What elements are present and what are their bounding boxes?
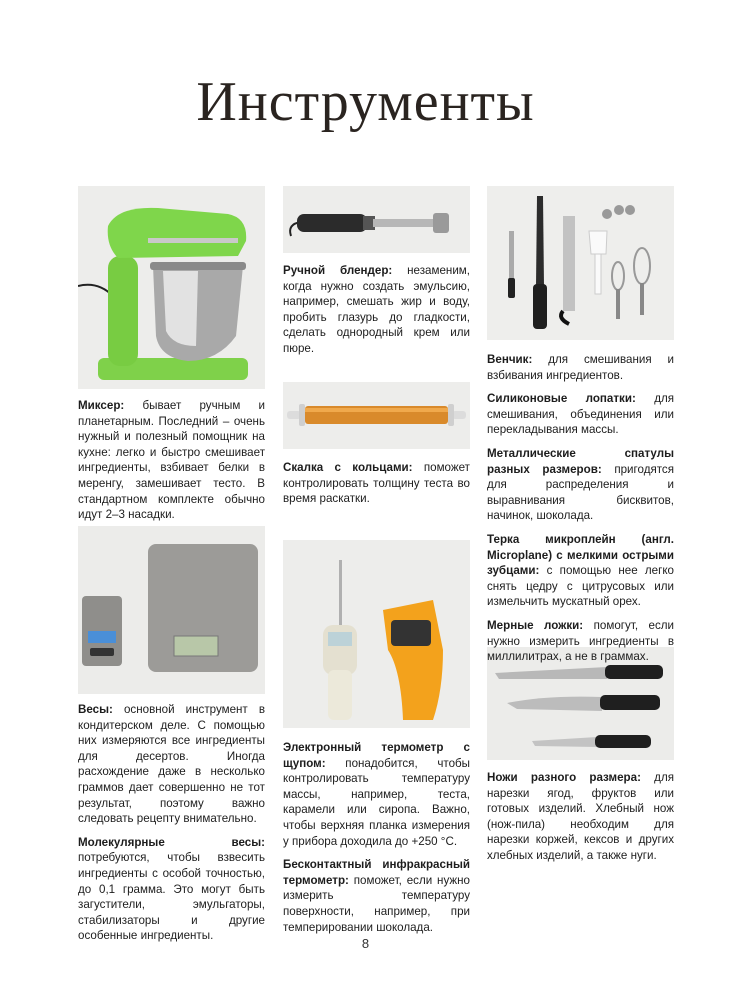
rolling-pin-text <box>283 460 470 515</box>
microplane-term: Терка микроплейн (англ. Microplane) с мелкими острыми зубцами: <box>487 532 674 578</box>
ir-thermo-term: Бесконтактный инфракрасный термометр: <box>283 858 470 887</box>
spoons-desc: помогут, если нужно измерить ингредиенты в миллилитрах, а не в граммах. <box>487 618 675 664</box>
probe-thermo-desc: понадобится, чтобы контролировать температуру массы, например, теста, карамели или сиропа. Важно, чтобы верхняя планка измерения у прибора доходила до +250 °С. <box>283 756 470 848</box>
blender-photo <box>283 186 470 253</box>
rolling-pin-photo <box>283 382 470 449</box>
knives-term: Ножи разного размера: <box>487 771 641 784</box>
scales-text <box>78 702 265 952</box>
rolling-pin-desc: поможет контролировать толщину теста во время раскатки. <box>283 461 470 506</box>
microplane-desc: с помощью нее легко снять цедру с цитрусовых или измельчить мускатный орех. <box>487 564 674 609</box>
whisk-desc: для смешивания и взбивания ингредиентов. <box>487 353 674 382</box>
ir-thermo-desc: поможет, если нужно измерить температуру поверхности, например, при темперировании шоколада. <box>283 873 470 934</box>
metal-spatulas-term: Металлические спатулы разных размеров: <box>487 446 674 476</box>
spatulas-term: Силиконовые лопатки: <box>487 392 636 406</box>
thermometers-photo <box>283 540 470 728</box>
thermo-text <box>283 740 470 943</box>
blender-desc: незаменим, когда нужно создать эмульсию, например, смешать жир и воду, пробить глазурь до гладкости, сделать однородный крем или пюре. <box>283 264 470 355</box>
scales-photo <box>78 526 265 694</box>
spoons-term: Мерные ложки: <box>487 618 584 632</box>
utensils-text <box>487 352 674 673</box>
whisk-term: Венчик: <box>487 353 533 366</box>
mixer-desc: бывает ручным и планетарным. Последний – очень нужный и полезный помощник на кухне: легко и быстро смешивает ингредиенты, взбивает белки в меренгу, замешивает тесто. В стандартном комплекте обычно идут 2–3 насадки. <box>78 399 265 522</box>
scales-term: Весы: <box>78 703 113 716</box>
mol-scales-term: Молекулярные весы: <box>78 835 265 849</box>
rolling-pin-term: Скалка с кольцами: <box>283 461 413 474</box>
spatulas-desc: для смешивания, объединения или перекладывания массы. <box>487 392 674 437</box>
knives-text <box>487 770 674 872</box>
metal-spatulas-desc: пригодятся для распределения и выравнивания бисквитов, начинок, шоколада. <box>487 462 674 523</box>
scales-desc: основной инструмент в кондитерском деле. С помощью них измеряются все ингредиенты для десертов. Иногда расхождение даже в несколько граммов дает совершенно не тот результат, поэтому важно следовать рецепту внимательно. <box>78 703 265 826</box>
page-title: Инструменты <box>196 71 535 133</box>
mixer-term: Миксер: <box>78 399 125 412</box>
blender-text <box>283 263 470 365</box>
mol-scales-desc: потребуются, чтобы взвесить ингредиенты с особой точностью, до 0,1 грамма. Это могут быть загустители, эмульгаторы, стабилизаторы и другие особенные ингредиенты. <box>78 851 265 943</box>
page-number: 8 <box>361 936 370 951</box>
mixer-text <box>78 398 265 531</box>
utensils-photo <box>487 186 674 340</box>
mixer-photo <box>78 186 265 389</box>
blender-term: Ручной блендер: <box>283 264 393 277</box>
probe-thermo-term: Электронный термометр с щупом: <box>283 741 470 770</box>
knives-desc: для нарезки ягод, фруктов или готовых изделий. Хлебный нож (нож-пила) необходим для нарезки коржей, кексов и других хлебных изделий, а также нуги. <box>487 771 674 862</box>
